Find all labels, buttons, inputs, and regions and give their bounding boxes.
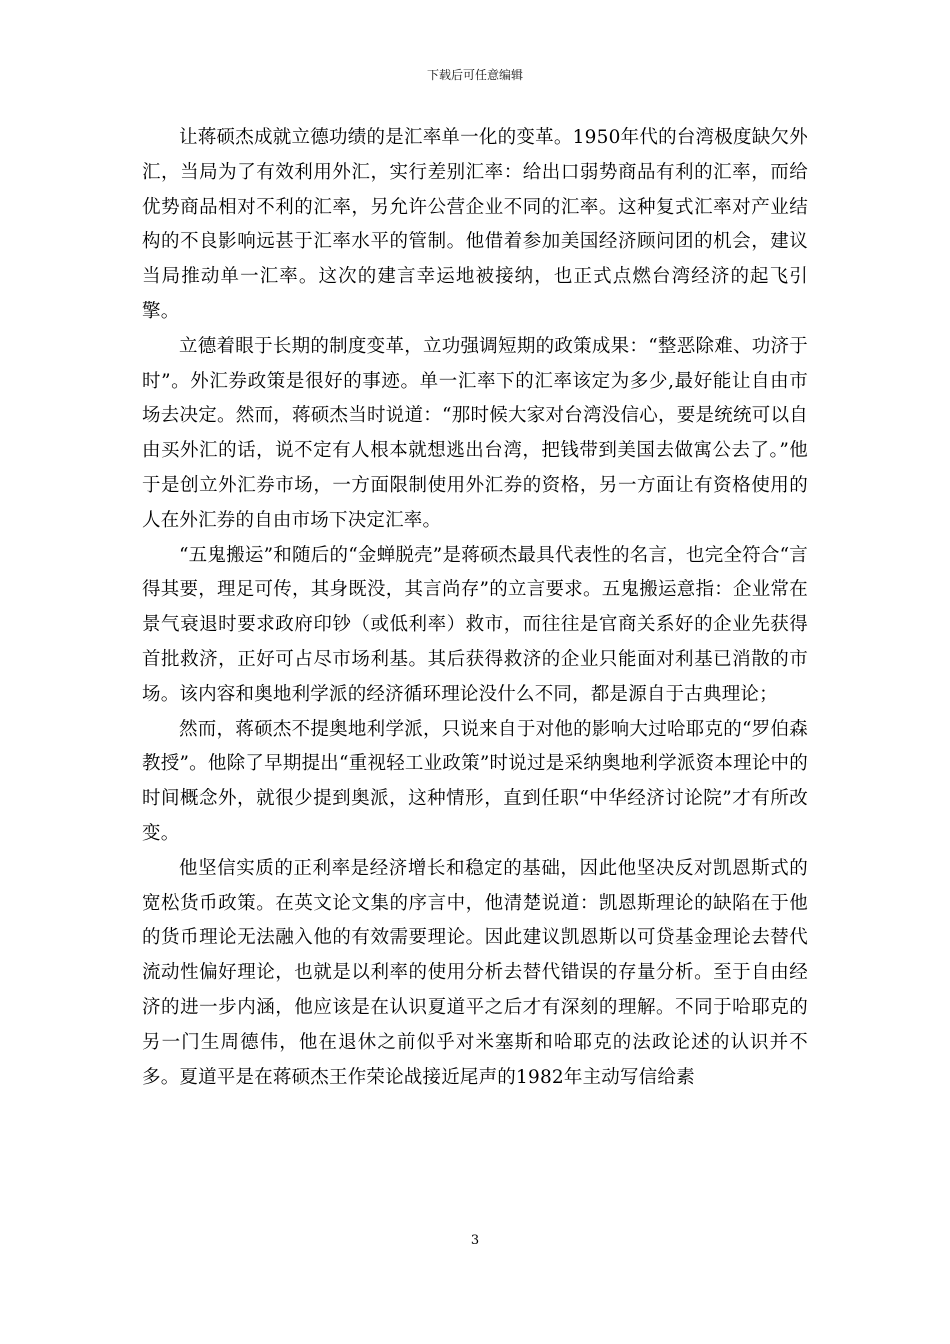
paragraph-foreign-exchange-certificates: 立德着眼于长期的制度变革，立功强调短期的政策成果：“整恶除难、功济于时”。外汇券政策是很好的事迹。单一汇率下的汇率该定为多少,最好能让自由市场去决定。然而，蒋硕杰当时说道：“那时候大家对台湾没信心，要是统统可以自由买外汇的话，说不定有人根本就想逃出台湾，把钱带到美国去做寓公去了。”他于是创立外汇券市场，一方面限制使用外汇券的资格，另一方面让有资格使用的人在外汇券的自由市场下决定汇率。 (142, 335, 808, 531)
paragraph-keynes-critique: 他坚信实质的正利率是经济增长和稳定的基础，因此他坚决反对凯恩斯式的宽松货币政策。在英文论文集的序言中，他清楚说道：凯恩斯理论的缺陷在于他的货币理论无法融入他的有效需要理论。因此建议凯恩斯以可贷基金理论去替代流动性偏好理论，也就是以利率的使用分析去替代错误的存量分析。至于自由经济的进一步内涵，他应该是在认识夏道平之后才有深刻的理解。不同于哈耶克的另一门生周德伟，他在退休之前似乎对米塞斯和哈耶克的法政论述的认识并不多。夏道平是在蒋硕杰王作荣论战接近尾声的1982年主动写信给素 (142, 857, 808, 1088)
paragraph-austrian-school: 然而，蒋硕杰不提奥地利学派，只说来自于对他的影响大过哈耶克的“罗伯森教授”。他除了早期提出“重视轻工业政策”时说过是采纳奥地利学派资本理论中的时间概念外，就很少提到奥派，这种情形，直到任职“中华经济讨论院”才有所改变。 (142, 718, 808, 844)
paragraph-five-ghosts: “五鬼搬运”和随后的“金蝉脱壳”是蒋硕杰最具代表性的名言，也完全符合“言得其要，理足可传，其身既没，其言尚存”的立言要求。五鬼搬运意指：企业常在景气衰退时要求政府印钞（或低利率）救市，而往往是官商关系好的企业先获得首批救济，正好可占尽市场利基。其后获得救济的企业只能面对利基已消散的市场。该内容和奥地利学派的经济循环理论没什么不同，都是源自于古典理论； (142, 544, 808, 705)
paragraph-exchange-rate-reform: 让蒋硕杰成就立德功绩的是汇率单一化的变革。1950年代的台湾极度缺欠外汇，当局为了有效利用外汇，实行差别汇率：给出口弱势商品有利的汇率，而给优势商品相对不利的汇率，另允许公营企业不同的汇率。这种复式汇率对产业结构的不良影响远甚于汇率水平的管制。他借着参加美国经济顾问团的机会，建议当局推动单一汇率。这次的建言幸运地被接纳，也正式点燃台湾经济的起飞引擎。 (142, 127, 808, 322)
document-body (142, 121, 808, 1095)
page-number: 3 (470, 1233, 480, 1248)
page-header: 下载后可任意编辑 (426, 68, 523, 82)
